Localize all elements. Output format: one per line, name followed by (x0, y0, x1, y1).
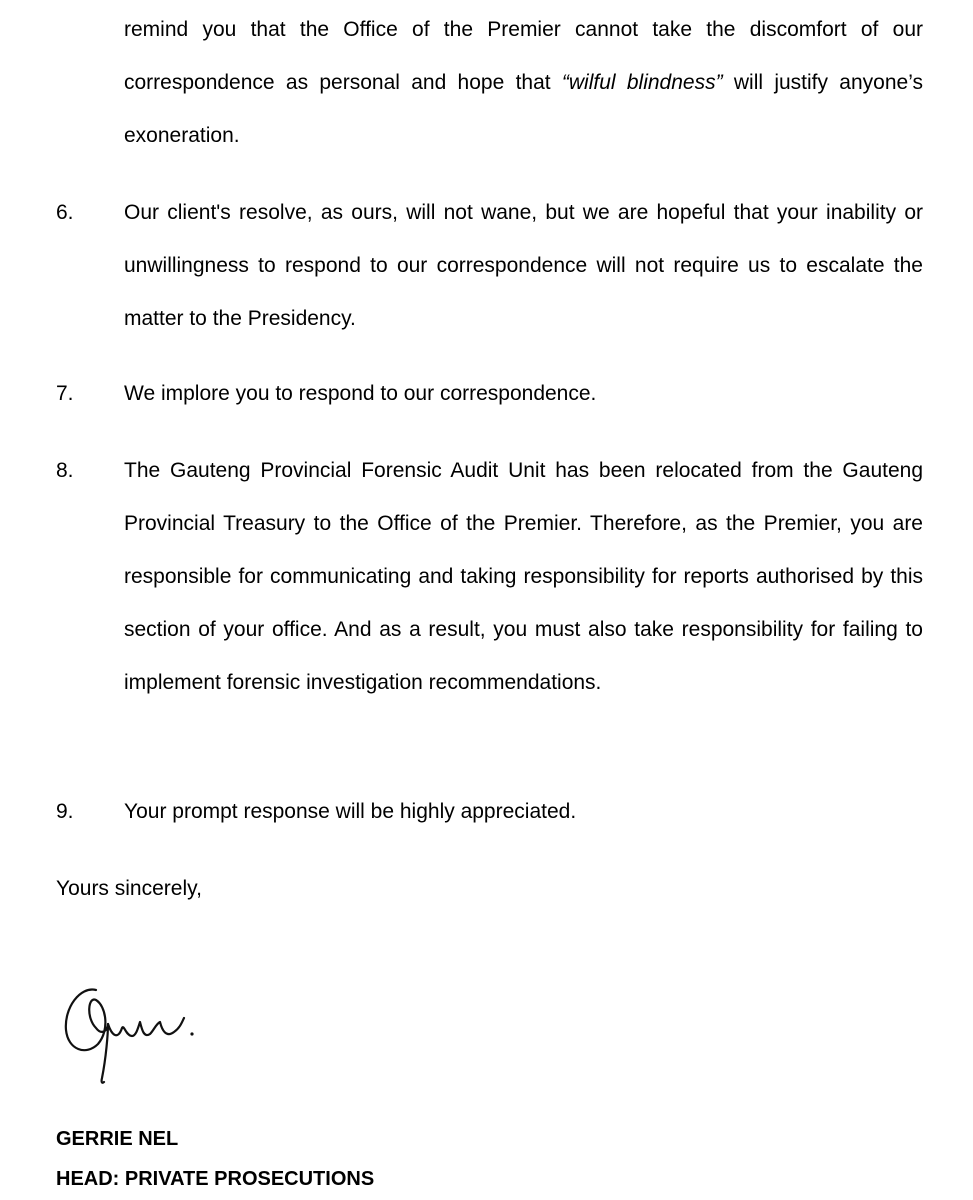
paragraph-text-after-quote: will justify anyone’s exoneration. (124, 71, 923, 147)
paragraph-number: 8. (56, 459, 74, 482)
signer-name: GERRIE NEL (56, 1128, 179, 1150)
paragraph-6 (56, 186, 923, 345)
paragraph-number: 6. (56, 201, 74, 224)
quoted-phrase: “wilful blindness” (561, 71, 723, 94)
paragraph-9 (56, 785, 923, 838)
handwritten-signature (56, 978, 200, 1096)
paragraph-text: Our client's resolve, as ours, will not wane, but we are hopeful that your inability or unwillingness to respond to our correspondence will not require us to escalate the matter to the Presidency. (124, 201, 923, 330)
paragraph-text: Your prompt response will be highly appreciated. (124, 800, 577, 823)
paragraph-text (124, 3, 923, 162)
paragraph-text: The Gauteng Provincial Forensic Audit Unit has been relocated from the Gauteng Provincial Treasury to the Office of the Premier. Therefore, as the Premier, you are responsible for communicating and taking responsibility for reports authorised by this section of your office. And as a result, you must also take responsibility for failing to implement forensic investigation recommendations. (124, 459, 923, 694)
closing-salutation: Yours sincerely, (56, 877, 202, 900)
paragraph-5-continuation (56, 3, 923, 162)
paragraph-number: 7. (56, 382, 74, 405)
paragraph-8 (56, 444, 923, 709)
paragraph-text-before-quote: remind you that the Office of the Premier cannot take the discomfort of our correspondence as personal and hope that (124, 18, 923, 94)
paragraph-7 (56, 367, 923, 420)
paragraph-text: We implore you to respond to our correspondence. (124, 382, 597, 405)
signer-title: HEAD: PRIVATE PROSECUTIONS (56, 1168, 375, 1190)
paragraph-number: 9. (56, 800, 74, 823)
